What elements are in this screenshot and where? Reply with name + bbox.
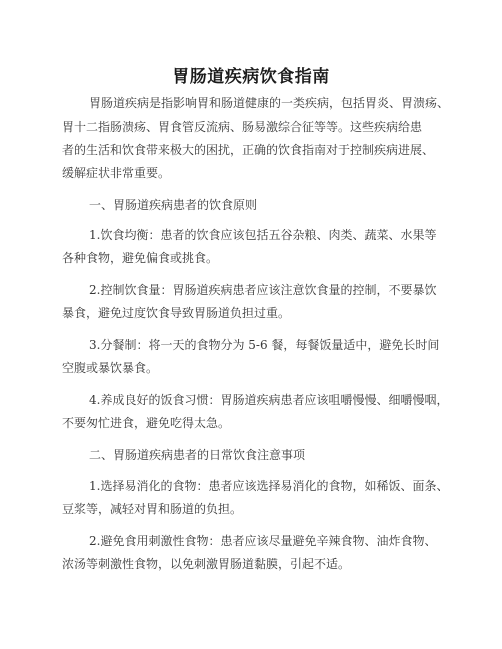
intro-line-4: 缓解症状非常重要。 (62, 166, 171, 180)
note-2-line-1: 2.避免食用刺激性食物：患者应该尽量避免辛辣食物、油炸食物、 (89, 534, 437, 548)
document-title: 胃肠道疾病饮食指南 (172, 67, 330, 87)
note-1-line-1: 1.选择易消化的食物：患者应该选择易消化的食物，如稀饭、面条、 (89, 479, 449, 493)
section-heading-1: 一、胃肠道疾病患者的饮食原则 (89, 198, 258, 212)
note-1-line-2: 豆浆等，减轻对胃和肠道的负担。 (62, 502, 243, 516)
principle-3-line-1: 3.分餐制：将一天的食物分为 5-6 餐，每餐饭量适中，避免长时间 (89, 338, 440, 352)
note-2-line-2: 浓汤等刺激性食物，以免刺激胃肠道黏膜，引起不适。 (62, 557, 351, 571)
intro-line-2: 胃十二指肠溃疡、胃食管反流病、肠易激综合征等等。这些疾病给患 (62, 120, 423, 134)
principle-3-line-2: 空腹或暴饮暴食。 (62, 361, 159, 375)
principle-4-line-2: 不要匆忙进食，避免吃得太急。 (62, 416, 231, 430)
intro-line-1: 胃肠道疾病是指影响胃和肠道健康的一类疾病，包括胃炎、胃溃疡、 (89, 96, 450, 110)
principle-2-line-1: 2.控制饮食量：胃肠道疾病患者应该注意饮食量的控制，不要暴饮 (89, 283, 437, 297)
principle-4-line-1: 4.养成良好的饭食习惯：胃肠道疾病患者应该咀嚼慢慢、细嚼慢咽， (89, 393, 449, 407)
principle-1-line-2: 各种食物，避免偏食或挑食。 (62, 251, 219, 265)
principle-1-line-1: 1.饮食均衡：患者的饮食应该包括五谷杂粮、肉类、蔬菜、水果等 (89, 228, 437, 242)
intro-line-3: 者的生活和饮食带来极大的困扰，正确的饮食指南对于控制疾病进展、 (62, 143, 435, 157)
section-heading-2: 二、胃肠道疾病患者的日常饮食注意事项 (89, 448, 306, 462)
principle-2-line-2: 暴食，避免过度饮食导致胃肠道负担过重。 (62, 306, 291, 320)
